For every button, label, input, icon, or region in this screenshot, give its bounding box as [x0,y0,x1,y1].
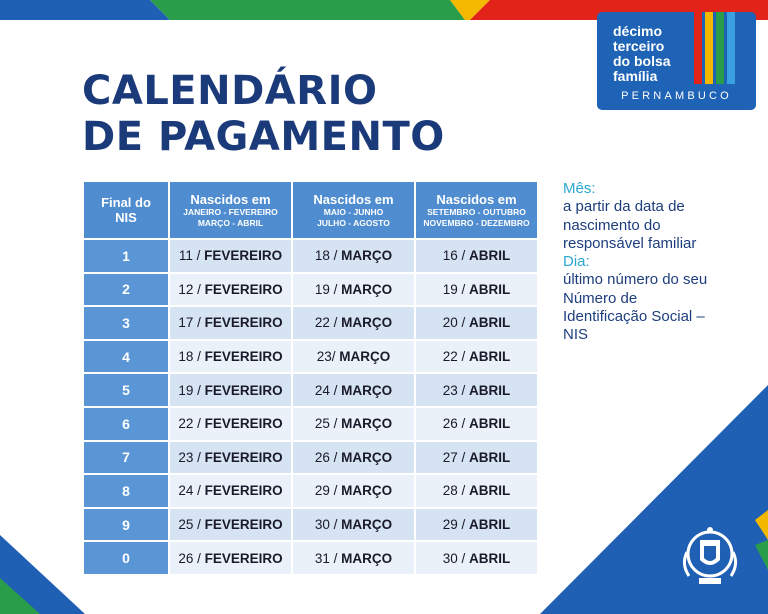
nis-digit: 9 [84,509,168,541]
header-group-may-aug: Nascidos em MAIO - JUNHO JULHO - AGOSTO [293,182,414,238]
nis-digit: 1 [84,240,168,272]
table-row [84,408,537,440]
page-title: CALENDÁRIO DE PAGAMENTO [82,68,445,160]
payment-calendar-table [82,180,539,576]
date-cell: 27 / ABRIL [416,442,537,474]
nis-digit: 6 [84,408,168,440]
date-cell: 23 / ABRIL [416,374,537,406]
nis-digit: 8 [84,475,168,507]
date-cell: 22 / FEVEREIRO [170,408,291,440]
date-cell: 25 / FEVEREIRO [170,509,291,541]
legend-month-label: Mês: [563,180,596,197]
date-cell: 31 / MARÇO [293,542,414,574]
date-cell: 25 / MARÇO [293,408,414,440]
date-cell: 26 / ABRIL [416,408,537,440]
date-cell: 29 / MARÇO [293,475,414,507]
coat-of-arms-icon [675,522,745,592]
table-header-row [84,182,537,238]
legend-month-text: a partir da data de nascimento do responsável familiar [563,198,697,252]
date-cell: 24 / FEVEREIRO [170,475,291,507]
table-row [84,307,537,339]
table-row [84,240,537,272]
date-cell: 29 / ABRIL [416,509,537,541]
date-cell: 23/ MARÇO [293,341,414,373]
logo-subtitle: PERNAMBUCO [621,90,732,102]
legend-day-label: Dia: [563,253,590,271]
header-group-jan-apr: Nascidos em JANEIRO - FEVEREIRO MARÇO - ABRIL [170,182,291,238]
legend-day-text: último número do seu Número de Identificação Social –NIS [563,271,708,344]
date-cell: 18 / FEVEREIRO [170,341,291,373]
date-cell: 26 / FEVEREIRO [170,542,291,574]
legend [563,180,723,345]
table-row [84,542,537,574]
table-row [84,274,537,306]
nis-digit: 4 [84,341,168,373]
date-cell: 19 / FEVEREIRO [170,374,291,406]
date-cell: 26 / MARÇO [293,442,414,474]
date-cell: 18 / MARÇO [293,240,414,272]
header-group-sep-dec: Nascidos em SETEMBRO - OUTUBRO NOVEMBRO - DEZEMBRO [416,182,537,238]
header-final-nis: Final do NIS [84,182,168,238]
date-cell: 12 / FEVEREIRO [170,274,291,306]
nis-digit: 3 [84,307,168,339]
date-cell: 17 / FEVEREIRO [170,307,291,339]
decimo-terceiro-logo [597,12,756,110]
date-cell: 30 / MARÇO [293,509,414,541]
date-cell: 23 / FEVEREIRO [170,442,291,474]
table-row [84,374,537,406]
nis-digit: 5 [84,374,168,406]
nis-digit: 0 [84,542,168,574]
nis-digit: 7 [84,442,168,474]
table-row [84,475,537,507]
nis-digit: 2 [84,274,168,306]
logo-wordmark: décimo terceiro do bolsa família [613,23,671,84]
date-cell: 19 / MARÇO [293,274,414,306]
date-cell: 19 / ABRIL [416,274,537,306]
table-row [84,509,537,541]
date-cell: 22 / ABRIL [416,341,537,373]
date-cell: 22 / MARÇO [293,307,414,339]
date-cell: 28 / ABRIL [416,475,537,507]
logo-stripes [694,12,738,84]
date-cell: 11 / FEVEREIRO [170,240,291,272]
date-cell: 24 / MARÇO [293,374,414,406]
date-cell: 16 / ABRIL [416,240,537,272]
date-cell: 30 / ABRIL [416,542,537,574]
date-cell: 20 / ABRIL [416,307,537,339]
table-row [84,341,537,373]
table-row [84,442,537,474]
